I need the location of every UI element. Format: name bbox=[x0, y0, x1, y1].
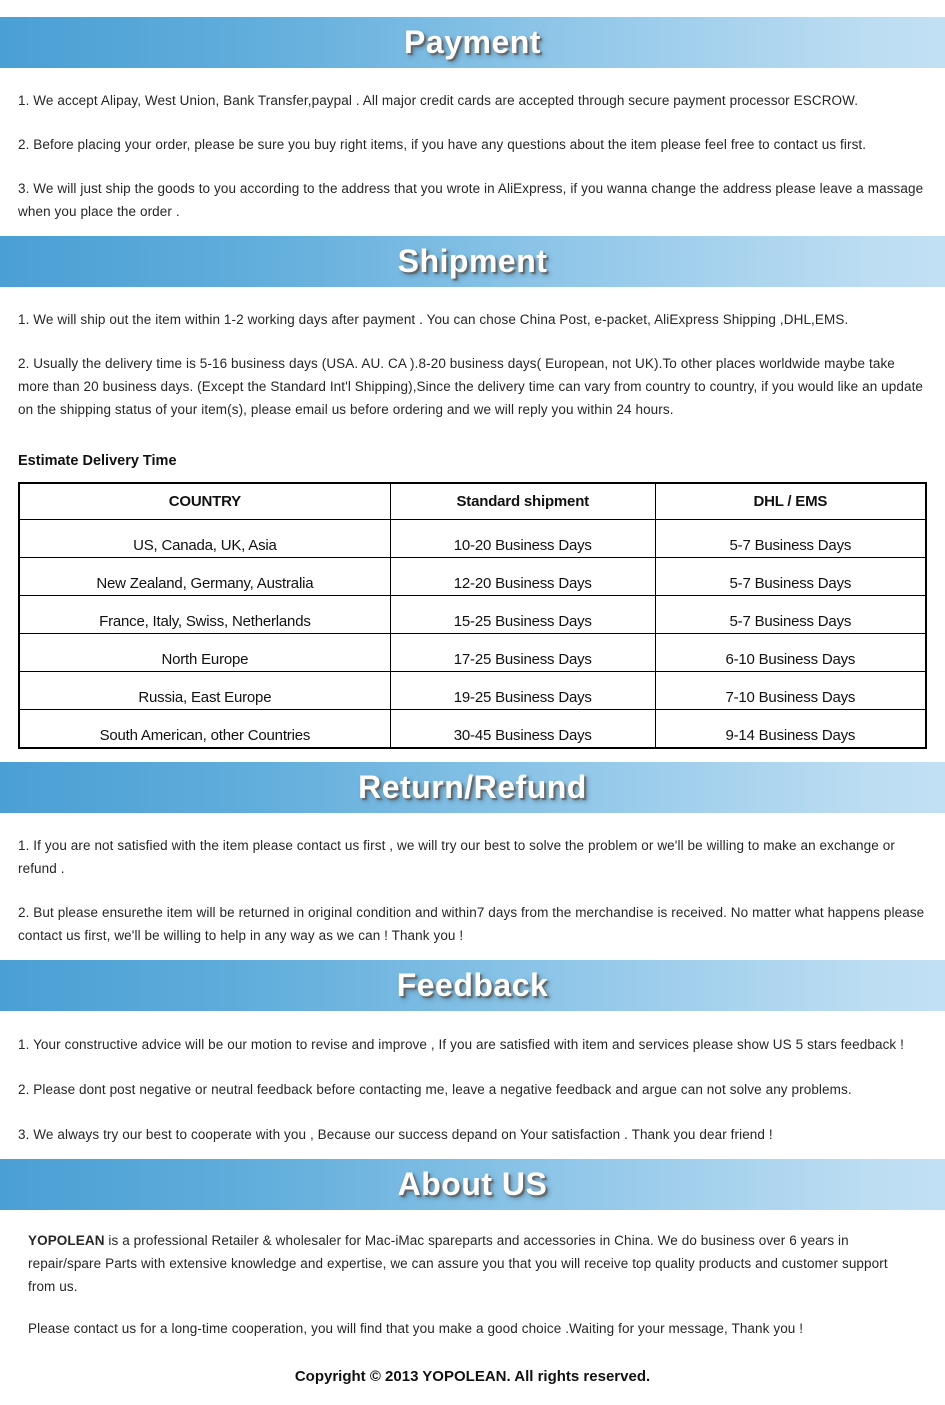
feedback-section bbox=[0, 1033, 945, 1159]
table-row bbox=[19, 710, 926, 749]
about-us-banner-title: About US bbox=[397, 1166, 548, 1202]
payment-paragraph-3: 3. We will just ship the goods to you according to the address that you wrote in AliExpress, if you wanna change the address please leave a massage when you place the order . bbox=[18, 181, 924, 219]
table-cell-standard: 19-25 Business Days bbox=[390, 672, 655, 710]
top-spacer bbox=[0, 0, 945, 17]
return-refund-paragraph-2: 2. But please ensurethe item will be returned in original condition and within7 days from the merchandise is received. No matter what happens please contact us first, we'll be willing to help in any way as we can ! Thank you ! bbox=[18, 905, 925, 943]
table-cell-country: North Europe bbox=[19, 634, 390, 672]
return-refund-paragraph-1: 1. If you are not satisfied with the item please contact us first , we will try our best to solve the problem or we'll be willing to make an exchange or refund . bbox=[18, 838, 895, 876]
feedback-paragraph-1: 1. Your constructive advice will be our motion to revise and improve , If you are satisfied with item and services please show US 5 stars feedback ! bbox=[18, 1037, 904, 1052]
table-cell-dhl: 5-7 Business Days bbox=[655, 596, 926, 634]
return-refund-banner bbox=[0, 762, 945, 813]
table-cell-dhl: 5-7 Business Days bbox=[655, 558, 926, 596]
feedback-banner-title: Feedback bbox=[396, 967, 549, 1003]
table-header-row bbox=[19, 483, 926, 520]
return-refund-section bbox=[0, 834, 945, 960]
about-us-section bbox=[0, 1229, 945, 1340]
copyright-footer: Copyright © 2013 YOPOLEAN. All rights reserved. bbox=[294, 1368, 651, 1385]
table-cell-standard: 15-25 Business Days bbox=[390, 596, 655, 634]
payment-section bbox=[0, 89, 945, 236]
table-header-country: COUNTRY bbox=[19, 483, 390, 520]
table-header-standard-shipment: Standard shipment bbox=[390, 483, 655, 520]
table-cell-country: New Zealand, Germany, Australia bbox=[19, 558, 390, 596]
table-cell-country: France, Italy, Swiss, Netherlands bbox=[19, 596, 390, 634]
feedback-banner bbox=[0, 960, 945, 1011]
table-cell-dhl: 9-14 Business Days bbox=[655, 710, 926, 749]
table-cell-standard: 17-25 Business Days bbox=[390, 634, 655, 672]
table-cell-country: South American, other Countries bbox=[19, 710, 390, 749]
shipment-banner bbox=[0, 236, 945, 287]
table-cell-standard: 12-20 Business Days bbox=[390, 558, 655, 596]
payment-paragraph-1: 1. We accept Alipay, West Union, Bank Transfer,paypal . All major credit cards are accepted through secure payment processor ESCROW. bbox=[18, 93, 859, 108]
table-cell-country: US, Canada, UK, Asia bbox=[19, 520, 390, 558]
table-header-dhl-ems: DHL / EMS bbox=[655, 483, 926, 520]
feedback-paragraph-2: 2. Please dont post negative or neutral feedback before contacting me, leave a negative feedback and argue can not solve any problems. bbox=[18, 1082, 852, 1097]
brand-name: YOPOLEAN bbox=[28, 1233, 105, 1248]
table-cell-standard: 10-20 Business Days bbox=[390, 520, 655, 558]
about-us-paragraph-2: Please contact us for a long-time cooperation, you will find that you make a good choice .Waiting for your message, Thank you ! bbox=[28, 1321, 804, 1336]
estimate-delivery-heading: Estimate Delivery Time bbox=[18, 453, 177, 469]
table-cell-dhl: 7-10 Business Days bbox=[655, 672, 926, 710]
return-refund-banner-title: Return/Refund bbox=[358, 769, 587, 805]
table-cell-standard: 30-45 Business Days bbox=[390, 710, 655, 749]
about-us-intro-text: is a professional Retailer & wholesaler for Mac-iMac spareparts and accessories in China. We do business over 6 years in repair/spare Parts with extensive knowledge and expertise, we can assure you that you will receive top quality products and customer support from us. bbox=[28, 1233, 888, 1294]
shipment-paragraph-2: 2. Usually the delivery time is 5-16 business days (USA. AU. CA ).8-20 business days( European, not UK).To other places worldwide maybe take more than 20 business days. (Except the Standard Int'l Shipping),Since the delivery time can vary from country to country, if you would like an update on the shipping status of your item(s), please email us before ordering and we will reply you within 24 hours. bbox=[18, 356, 924, 417]
about-us-intro-paragraph bbox=[28, 1229, 917, 1298]
table-row bbox=[19, 520, 926, 558]
feedback-paragraph-3: 3. We always try our best to cooperate with you , Because our success depand on Your satisfaction . Thank you dear friend ! bbox=[18, 1127, 773, 1142]
shipment-banner-title: Shipment bbox=[397, 243, 548, 279]
table-cell-country: Russia, East Europe bbox=[19, 672, 390, 710]
table-cell-dhl: 6-10 Business Days bbox=[655, 634, 926, 672]
table-row bbox=[19, 558, 926, 596]
about-us-banner bbox=[0, 1159, 945, 1210]
payment-banner-title: Payment bbox=[404, 24, 541, 60]
shipment-paragraph-1: 1. We will ship out the item within 1-2 working days after payment . You can chose China Post, e-packet, AliExpress Shipping ,DHL,EMS. bbox=[18, 312, 849, 327]
payment-paragraph-2: 2. Before placing your order, please be sure you buy right items, if you have any questions about the item please feel free to contact us first. bbox=[18, 137, 867, 152]
table-row bbox=[19, 672, 926, 710]
delivery-time-table bbox=[18, 482, 927, 749]
table-row bbox=[19, 634, 926, 672]
table-row bbox=[19, 596, 926, 634]
table-cell-dhl: 5-7 Business Days bbox=[655, 520, 926, 558]
payment-banner bbox=[0, 17, 945, 68]
shipment-section bbox=[0, 308, 945, 762]
